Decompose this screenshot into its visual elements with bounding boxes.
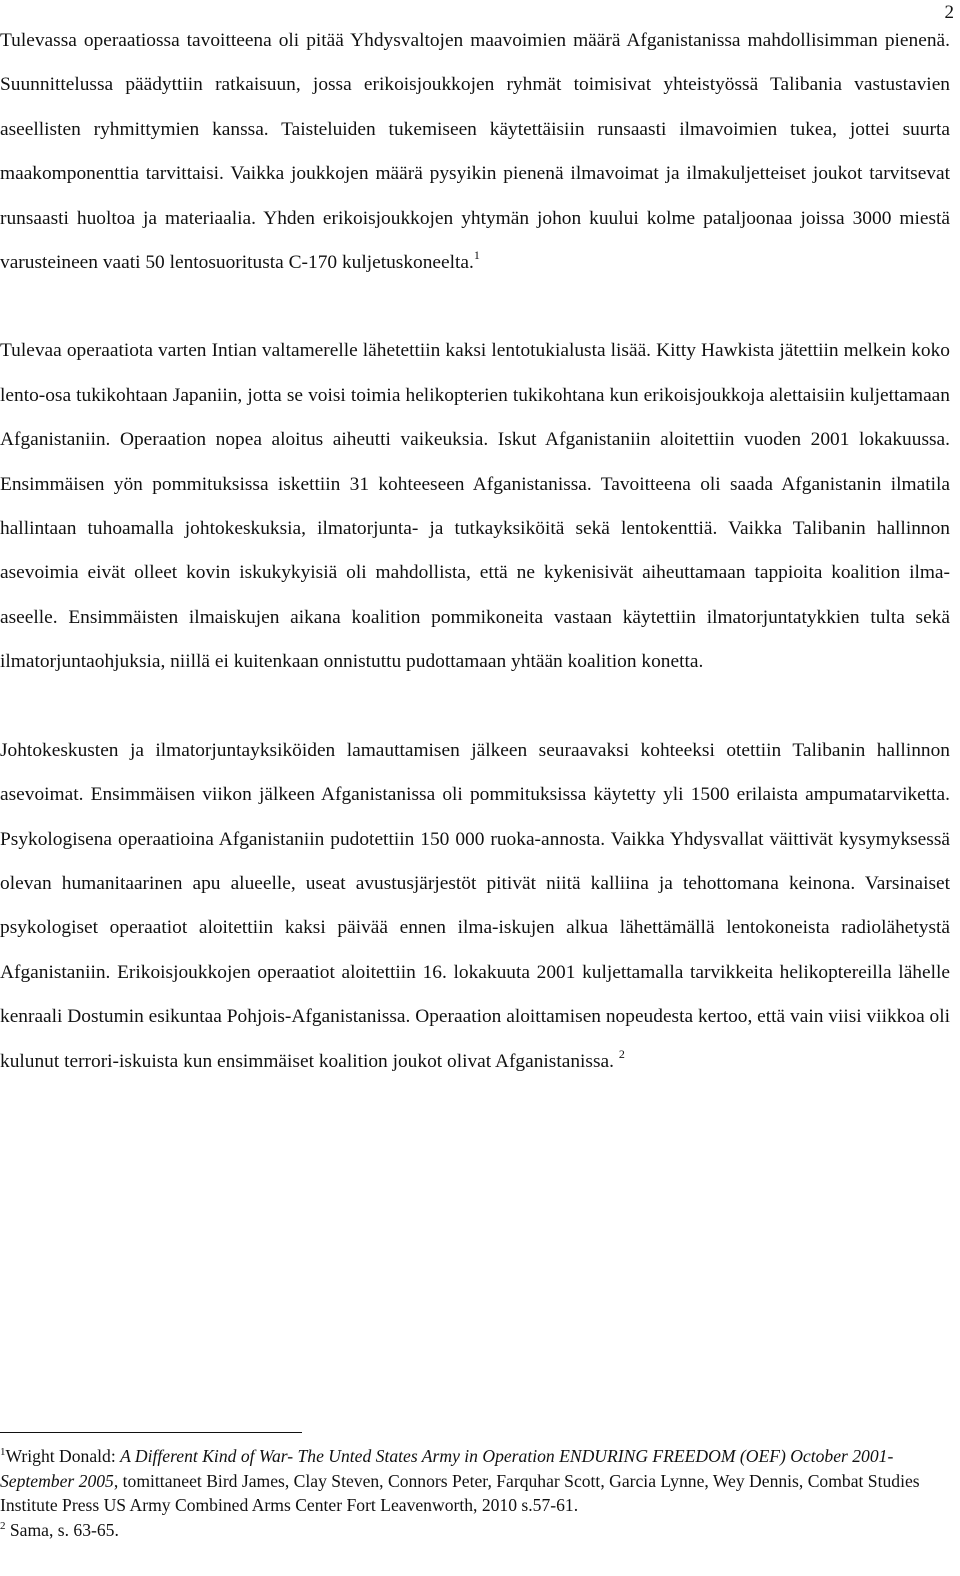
- paragraph-text: Tulevassa operaatiossa tavoitteena oli pitää Yhdysvaltojen maavoimien määrä Afganistanissa mahdollisimman pienenä. Suunnittelussa päädyttiin ratkaisuun, jossa erikoisjoukkojen ryhmät toimisivat yhteistyössä Talibania vastustavien aseellisten ryhmittymien kanssa. Taisteluiden tukemiseen käytettäisiin runsaasti ilmavoimien tukea, jottei suurta maakomponenttia tarvittaisi. Vaikka joukkojen määrä pysyikin pienenä ilmavoimat ja ilmakuljetteiset joukot tarvitsevat runsaasti huoltoa ja materiaalia. Yhden erikoisjoukkojen yhtymän johon kuului kolme pataljoonaa joissa 3000 miestä varusteineen vaati 50 lentosuoritusta C-170 kuljetuskoneelta.: [0, 30, 950, 274]
- footnote-marker-2: 2: [0, 1519, 6, 1532]
- footnote-separator: [0, 1432, 302, 1433]
- document-body: [0, 19, 950, 1084]
- paragraph-1: [0, 19, 950, 285]
- footnote-1: [0, 1444, 940, 1518]
- footnote-2: [0, 1518, 940, 1543]
- footnote-ref-2[interactable]: 2: [618, 1046, 625, 1061]
- footnote-author: Wright Donald:: [5, 1446, 121, 1466]
- footnote-marker-1: 1: [0, 1446, 6, 1458]
- footnote-text: Sama, s. 63-65.: [5, 1519, 119, 1540]
- footnote-details: , tomittaneet Bird James, Clay Steven, Connors Peter, Farquhar Scott, Garcia Lynne, Wey Dennis, Combat Studies Institute Press US Army Combined Arms Center Fort Leavenworth, 2010 s.57-61.: [0, 1470, 920, 1516]
- paragraph-2: [0, 329, 950, 684]
- paragraph-text: Johtokeskusten ja ilmatorjuntayksiköiden lamauttamisen jälkeen seuraavaksi kohteeksi otettiin Talibanin hallinnon asevoimat. Ensimmäisen viikon jälkeen Afganistanissa oli pommituksissa käytetty yli 1500 erilaista ampumatarviketta. Psykologisena operaatioina Afganistaniin pudotettiin 150 000 ruoka-annosta. Vaikka Yhdysvallat väittivät kysymyksessä olevan humanitaarinen apu alueelle, useat avustusjärjestöt pitivät niitä kalliina ja tehottomana keinona. Varsinaiset psykologiset operaatiot aloitettiin kaksi päivää ennen ilma-iskujen alkua lähettämällä lentokoneista radiolähetystä Afganistaniin. Erikoisjoukkojen operaatiot aloitettiin 16. lokakuuta 2001 kuljettamalla tarvikkeita helikoptereilla lähelle kenraali Dostumin esikuntaa Pohjois-Afganistanissa. Operaation aloittamisen nopeudesta kertoo, että vain viisi viikkoa oli kulunut terrori-iskuista kun ensimmäiset koalition joukot olivat Afganistanissa.: [0, 739, 950, 1072]
- page-number: 2: [944, 2, 954, 23]
- paragraph-text: Tulevaa operaatiota varten Intian valtamerelle lähetettiin kaksi lentotukialusta lisää. Kitty Hawkista jätettiin melkein koko lento-osa tukikohtaan Japaniin, jotta se voisi toimia helikopterien tukikohtana kun erikoisjoukkoja alettaisiin kuljettamaan Afganistaniin. Operaation nopea aloitus aiheutti vaikeuksia. Iskut Afganistaniin aloitettiin vuoden 2001 lokakuussa. Ensimmäisen yön pommituksissa iskettiin 31 kohteeseen Afganistanissa. Tavoitteena oli saada Afganistanin ilmatila hallintaan tuhoamalla johtokeskuksia, ilmatorjunta- ja tutkayksiköitä sekä lentokenttiä. Vaikka Talibanin hallinnon asevoimia eivät olleet kovin iskukykyisiä oli mahdollista, että ne kykenisivät aiheuttamaan tappioita koalition ilma-aseelle. Ensimmäisten ilmaiskujen aikana koalition pommikoneita vastaan käytettiin ilmatorjuntatykkien tulta sekä ilmatorjuntaohjuksia, niillä ei kuitenkaan onnistuttu pudottamaan yhtään koalition konetta.: [0, 340, 950, 673]
- footnotes: [0, 1444, 940, 1542]
- footnote-title: A Different Kind of War- The Unted States Army in Operation ENDURING FREEDOM (OEF) October 2001-September 2005: [0, 1446, 894, 1491]
- paragraph-3: [0, 729, 950, 1084]
- footnote-ref-1[interactable]: 1: [473, 248, 480, 263]
